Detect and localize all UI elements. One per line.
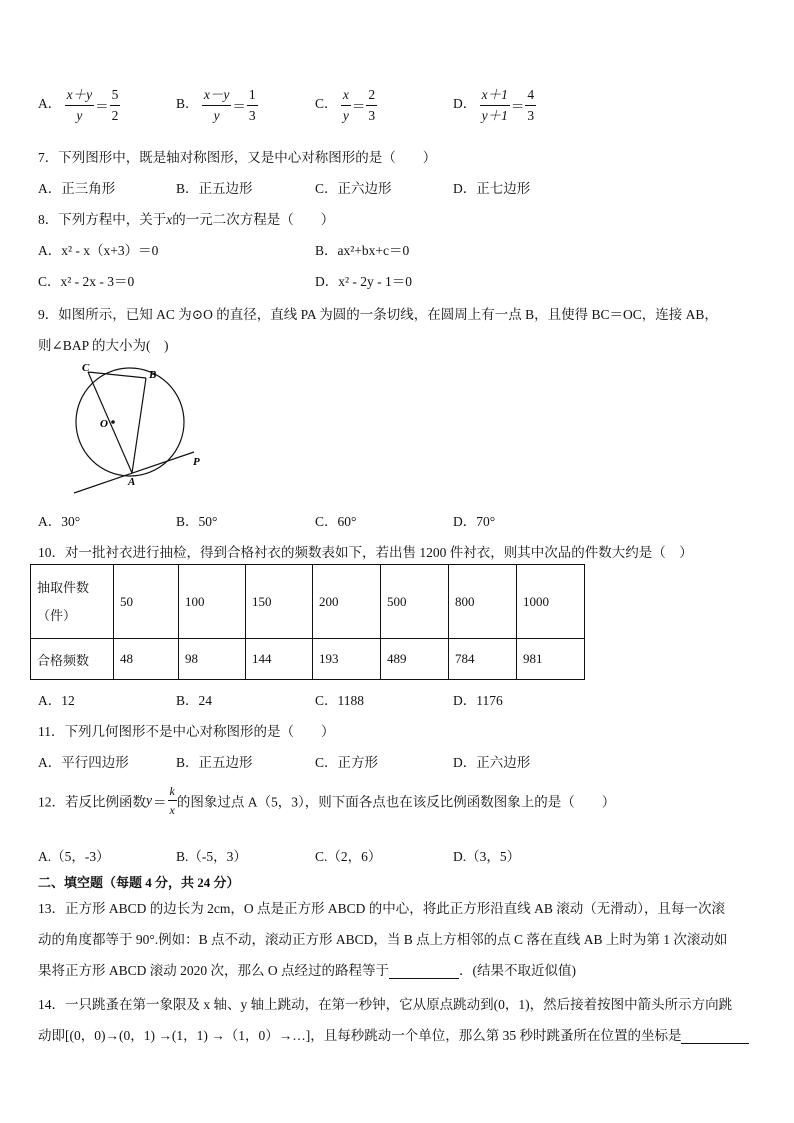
q9-option-c: C．60° xyxy=(315,514,357,529)
q7-stem: 7．下列图形中，既是轴对称图形，又是中心对称图形的是（ ） xyxy=(38,150,437,165)
table-row xyxy=(31,639,585,680)
table-cell: 200 xyxy=(313,565,381,639)
q10-stem: 10．对一批衬衣进行抽检，得到合格衬衣的频数表如下，若出售 1200 件衬衣，则其中次品的件数大约是（ ） xyxy=(38,545,693,560)
fraction xyxy=(480,88,510,122)
fraction-numerator: 2 xyxy=(366,88,377,106)
fraction-numerator: k xyxy=(168,785,177,801)
q13-line1: 13．正方形 ABCD 的边长为 2cm，O 点是正方形 ABCD 的中心，将此正方形沿直线 AB 滚动（无滑动），且每一次滚 xyxy=(38,901,726,916)
table-cell: 981 xyxy=(517,639,585,680)
header-line2: （件） xyxy=(37,607,77,623)
table-cell: 98 xyxy=(179,639,246,680)
q10-option-a: A．12 xyxy=(38,693,75,708)
q12-stem-pre: 12．若反比例函数 xyxy=(38,794,146,810)
header-line1: 抽取件数 xyxy=(37,579,90,595)
q11-option-a: A．平行四边形 xyxy=(38,755,129,770)
q8-option-b: B．ax²+bx+c＝0 xyxy=(315,243,410,258)
option-letter: D． xyxy=(453,96,477,112)
table-cell: 784 xyxy=(449,639,517,680)
fraction-denominator: 2 xyxy=(111,107,119,123)
fraction-numerator: x＋1 xyxy=(480,88,510,106)
fraction xyxy=(110,88,121,122)
table-cell: 144 xyxy=(246,639,313,680)
q8-stem-post: 的一元二次方程是（ ） xyxy=(172,212,335,227)
q14-line1: 14．一只跳蚤在第一象限及 x 轴、y 轴上跳动，在第一秒钟，它从原点跳动到(0，1)，然后接着按图中箭头所示方向跳 xyxy=(38,997,733,1012)
q13-line3-pre: 果将正方形 ABCD 滚动 2020 次，那么 O 点经过的路程等于 xyxy=(38,963,390,978)
q13-line3 xyxy=(38,959,576,979)
q6-option-c: C． $\frac{x}{y}$ ＝ $\frac{2}{3}$ xyxy=(315,87,376,123)
q12-stem: 12．若反比例函数y＝ $\frac{k}{x}$ 的图象过点 A（5，3），则下面各点也在该反比例函数图象上的是（ ） xyxy=(38,784,616,817)
label-b: B xyxy=(149,369,157,381)
table-cell: 100 xyxy=(179,565,246,639)
fraction xyxy=(247,88,258,122)
q13-line3-post: ．(结果不取近似值) xyxy=(459,963,577,978)
fraction xyxy=(202,88,231,122)
fraction-numerator: 5 xyxy=(110,88,121,106)
q6-option-d: D． $\frac{x+1}{y+1}$ ＝ $\frac{4}{3}$ xyxy=(453,87,535,123)
q11-option-d: D．正六边形 xyxy=(453,755,531,770)
fraction-denominator: 3 xyxy=(248,107,256,123)
fraction xyxy=(366,88,377,122)
q10-option-b: B．24 xyxy=(176,693,213,708)
table-cell: 1000 xyxy=(517,565,585,639)
table-header-cell: 合格频数 xyxy=(31,639,114,680)
q8-option-c: C．x² - 2x - 3＝0 xyxy=(38,274,135,289)
fraction-numerator: 1 xyxy=(247,88,258,106)
q8-stem-var: x xyxy=(166,212,173,227)
q6-option-b: B． $\frac{x-y}{y}$ ＝ $\frac{1}{3}$ xyxy=(176,87,256,123)
label-p: P xyxy=(193,456,200,468)
q12-y-var: y xyxy=(146,792,152,808)
q8-stem xyxy=(38,208,334,228)
option-letter: A． xyxy=(38,96,62,112)
fraction-denominator: y xyxy=(213,107,220,123)
option-letter: B． xyxy=(176,96,199,112)
fraction-numerator: x－y xyxy=(202,88,231,106)
fraction xyxy=(341,88,351,122)
fraction-numerator: 4 xyxy=(525,88,536,106)
table-header-cell xyxy=(31,565,114,639)
table-cell: 489 xyxy=(381,639,449,680)
q8-stem-pre: 8．下列方程中，关于 xyxy=(38,212,167,227)
fraction-denominator: 3 xyxy=(368,107,376,123)
q9-stem-line1: 9．如图所示，已知 AC 为⊙O 的直径，直线 PA 为圆的一条切线，在圆周上有一点 B，且使得 BC＝OC，连接 AB， xyxy=(38,307,718,322)
q11-stem: 11．下列几何图形不是中心对称图形的是（ ） xyxy=(38,724,335,739)
fraction-denominator: y＋1 xyxy=(481,107,508,123)
q12-option-c: C.（2，6） xyxy=(315,849,382,864)
fraction xyxy=(168,785,177,816)
q7-option-c: C．正六边形 xyxy=(315,181,392,196)
q14-line2-text: 动即[(0，0)→(0，1) →(1，1) →（1，0）→…]，且每秒跳动一个单位，那么第 35 秒时跳蚤所在位置的坐标是 xyxy=(38,1028,682,1043)
q12-option-b: B.（-5，3） xyxy=(176,849,247,864)
answer-blank[interactable] xyxy=(681,1029,749,1044)
q9-stem-line2: 则∠BAP 的大小为( ) xyxy=(38,338,169,353)
q8-option-d: D．x² - 2y - 1＝0 xyxy=(315,274,413,289)
chord-ba xyxy=(132,378,146,473)
diameter-ac xyxy=(88,372,132,473)
table-cell: 800 xyxy=(449,565,517,639)
q8-option-a: A．x² - x（x+3）＝0 xyxy=(38,243,159,258)
fraction-numerator: x＋y xyxy=(65,88,94,106)
q10-option-c: C．1188 xyxy=(315,693,365,708)
fraction-numerator: x xyxy=(341,88,351,106)
fraction-denominator: 3 xyxy=(527,107,535,123)
fraction-denominator: x xyxy=(169,803,175,817)
answer-blank[interactable] xyxy=(389,964,459,979)
chord-cb xyxy=(88,372,146,378)
label-a: A xyxy=(128,476,136,488)
q9-option-d: D．70° xyxy=(453,514,496,529)
label-c: C xyxy=(82,362,90,374)
center-point xyxy=(111,420,115,424)
q9-option-a: A．30° xyxy=(38,514,81,529)
q6-option-a: A． $\frac{x+y}{y}$ ＝ $\frac{5}{2}$ xyxy=(38,87,119,123)
q10-option-d: D．1176 xyxy=(453,693,503,708)
fraction xyxy=(65,88,94,122)
q11-option-c: C．正方形 xyxy=(315,755,379,770)
section-title: 二、填空题（每题 4 分，共 24 分） xyxy=(38,875,240,890)
q9-circle-figure xyxy=(60,355,220,500)
q13-line2: 动的角度都等于 90°.例如：B 点不动，滚动正方形 ABCD，当 B 点上方相邻的点 C 落在直线 AB 上时为第 1 次滚动如 xyxy=(38,932,728,947)
q9-option-b: B．50° xyxy=(176,514,218,529)
q14-line2 xyxy=(38,1024,749,1044)
q12-option-d: D.（3，5） xyxy=(453,849,521,864)
circle-o xyxy=(76,368,184,476)
table-row xyxy=(31,565,585,639)
table-cell: 150 xyxy=(246,565,313,639)
fraction-denominator: y xyxy=(342,107,349,123)
table-cell: 50 xyxy=(114,565,179,639)
fraction-denominator: y xyxy=(76,107,83,123)
q11-option-b: B．正五边形 xyxy=(176,755,253,770)
q12-option-a: A.（5，-3） xyxy=(38,849,110,864)
table-cell: 193 xyxy=(313,639,381,680)
q7-option-a: A．正三角形 xyxy=(38,181,116,196)
q7-option-b: B．正五边形 xyxy=(176,181,253,196)
q7-option-d: D．正七边形 xyxy=(453,181,531,196)
label-o: O xyxy=(100,418,108,430)
option-letter: C． xyxy=(315,96,338,112)
table-cell: 500 xyxy=(381,565,449,639)
fraction xyxy=(525,88,536,122)
frequency-table xyxy=(30,564,585,680)
q12-stem-post: 的图象过点 A（5，3），则下面各点也在该反比例函数图象上的是（ ） xyxy=(176,794,616,810)
table-cell: 48 xyxy=(114,639,179,680)
